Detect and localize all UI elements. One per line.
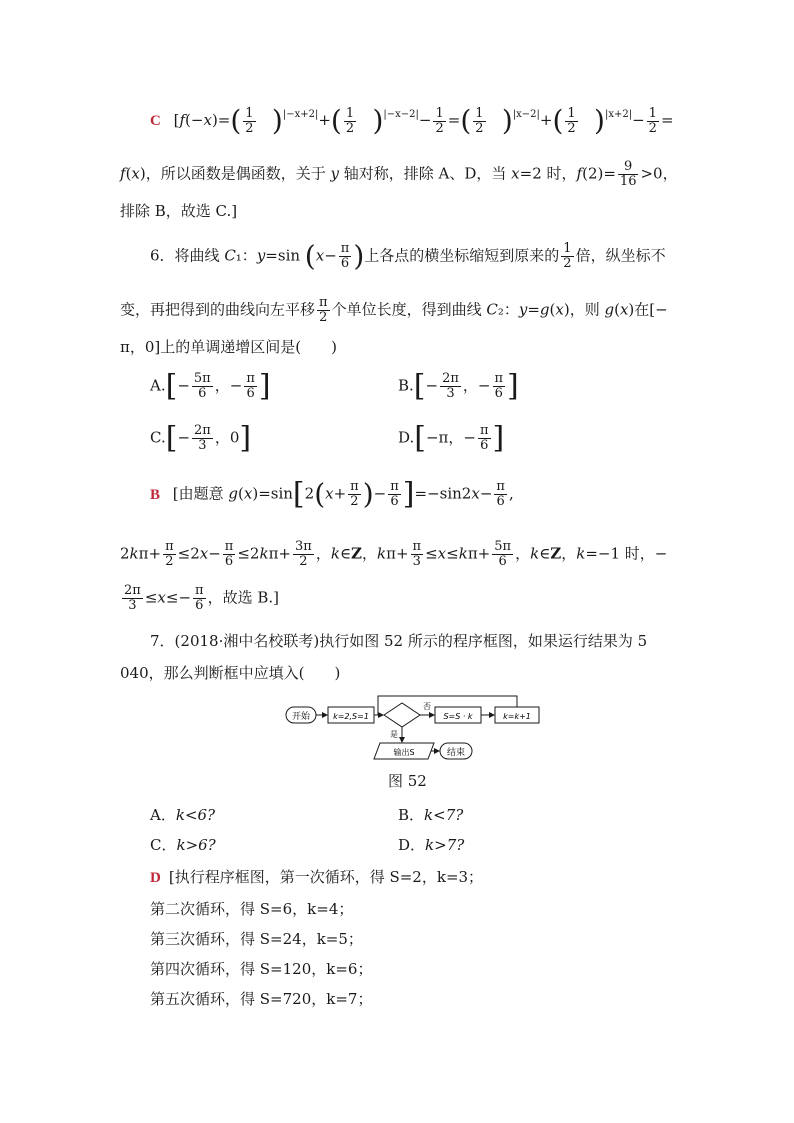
flow-end-label: 结束 [446, 748, 466, 758]
q6-stem-line1: 6．将曲线 C₁：y=sin (x− $\frac{\pi}{6}$ )上各点的横坐标缩短到原来的 $\frac{1}{2}$ 倍，纵坐标不 [150, 239, 666, 273]
q6-option-c: C.[− $\frac{2\pi}{3}$ ，0] [150, 420, 252, 456]
q7-option-b: B．k<7? [398, 806, 464, 824]
q5-answer: C [150, 113, 161, 129]
q5-solution-line1 [150, 104, 674, 136]
flow-inc-label: k=k+1 [503, 712, 531, 721]
q6-option-a: A.[− $\frac{5\pi}{6}$ ，− $\frac{\pi}{6}$ ] [150, 368, 271, 404]
flow-decision-node [384, 703, 420, 727]
q6-solution-line2: 2kπ+ $\frac{\pi}{2}$ ≤2x− $\frac{\pi}{6}$ ≤2kπ+ $\frac{3\pi}{2}$ ，k∈Z，kπ+ $\frac{\pi}{3}$ ≤x≤kπ+ $\frac{5\pi}{6}$ ，k∈Z，k=−1 时，− [120, 539, 668, 569]
q7-option-d: D．k>7? [398, 836, 465, 854]
q6-answer: B [150, 486, 161, 503]
q7-stem-line2: 040，那么判断框中应填入( ) [120, 664, 341, 682]
flow-yes-label: 是 [390, 730, 398, 739]
q7-option-a: A．k<6? [150, 806, 216, 824]
flow-mult-label: S=S · k [443, 712, 473, 721]
q6-solution-line3: $\frac{2\pi}{3}$ ≤x≤− $\frac{\pi}{6}$ ，故选 B.] [124, 583, 279, 613]
q6-option-d: D.[−π，− $\frac{\pi}{6}$ ] [398, 420, 505, 456]
flow-init-label: k=2,S=1 [333, 712, 369, 721]
q6-solution-line1: B [由题意 g(x)=sin[2(x+ $\frac{\pi}{2}$ )− $\frac{\pi}{6}$ ]=−sin2x− $\frac{\pi}{6}$ , [150, 476, 514, 512]
q6-option-b: B.[− $\frac{2\pi}{3}$ ，− $\frac{\pi}{6}$ ] [398, 368, 519, 404]
q7-solution-line4: 第四次循环，得 S=120，k=6； [150, 960, 373, 978]
q5-solution-line3: 排除 B，故选 C.] [120, 202, 238, 220]
q7-figure-caption: 图 52 [388, 772, 427, 790]
q7-solution-line3: 第三次循环，得 S=24，k=5； [150, 930, 363, 948]
q7-flowchart [282, 690, 546, 764]
q7-solution-line5: 第五次循环，得 S=720，k=7； [150, 990, 373, 1008]
q6-stem-line3: π，0]上的单调递增区间是( ) [120, 338, 337, 356]
q5-solution-line2: f(x)，所以函数是偶函数，关于 y 轴对称，排除 A、D，当 x=2 时，f(2)= $\frac{9}{16}$ >0， [120, 159, 678, 189]
q6-stem-line2: 变，再把得到的曲线向左平移 $\frac{\pi}{2}$ 个单位长度，得到曲线 C₂：y=g(x)，则 g(x)在[− [120, 295, 668, 325]
flow-no-label: 否 [423, 702, 431, 711]
q5-line1-text: [f(−x)=( $\frac{1}{2}$ )$^{|-x+2|}$+( $\frac{1}{2}$ )$^{|-x-2|}$− $\frac{1}{2}$ =( $\frac{1}{2}$ )$^{|x-2|}$+( $\frac{1}{2}$ )$^{|x+2|}$− $\frac{1}{2}$ = [173, 104, 674, 137]
q7-solution-line2: 第二次循环，得 S=6，k=4； [150, 900, 354, 918]
flow-start-label: 开始 [291, 712, 311, 722]
q7-stem-line1: 7．(2018·湘中名校联考)执行如图 52 所示的程序框图，如果运行结果为 5 [150, 632, 648, 650]
q7-solution-line1: D [执行程序框图，第一次循环，得 S=2，k=3； [150, 868, 484, 886]
q7-answer: D [150, 870, 161, 886]
flow-output-label: 输出S [393, 748, 415, 757]
q7-option-c: C．k>6? [150, 836, 216, 854]
